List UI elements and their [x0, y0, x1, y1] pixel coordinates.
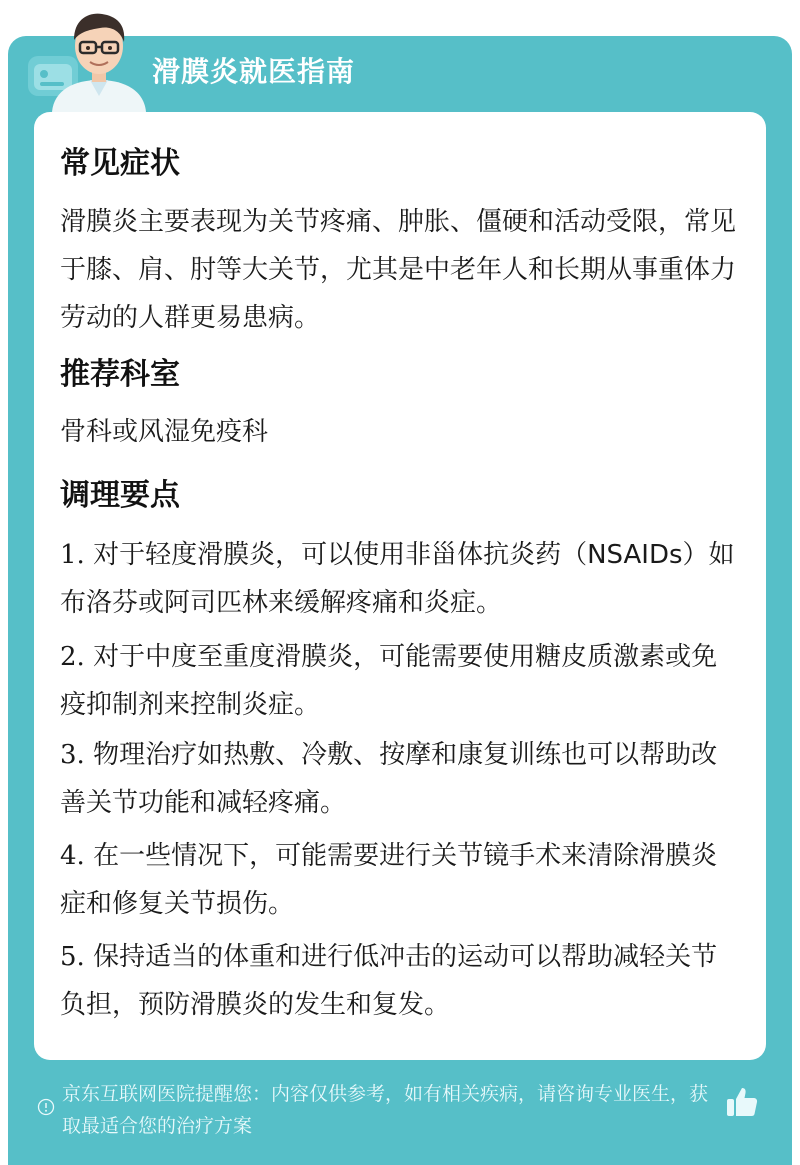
thumbs-up-icon[interactable] — [724, 1084, 760, 1120]
info-icon — [37, 1098, 55, 1116]
footer-disclaimer: 京东互联网医院提醒您：内容仅供参考，如有相关疾病，请咨询专业医生，获取最适合您的治疗方案 — [62, 1083, 709, 1137]
department-heading: 推荐科室 — [60, 357, 180, 392]
care-item-number: 1. — [60, 540, 85, 570]
care-item-text: 物理治疗如热敷、冷敷、按摩和康复训练也可以帮助改善关节功能和减轻疼痛。 — [60, 740, 718, 818]
care-heading: 调理要点 — [60, 478, 180, 513]
symptoms-text: 滑膜炎主要表现为关节疼痛、肿胀、僵硬和活动受限，常见于膝、肩、肘等大关节，尤其是中老年人和长期从事重体力劳动的人群更易患病。 — [60, 207, 737, 333]
page-title: 滑膜炎就医指南 — [152, 55, 356, 88]
care-item — [60, 933, 736, 1029]
department-text: 骨科或风湿免疫科 — [60, 417, 269, 447]
care-item-text: 在一些情况下，可能需要进行关节镜手术来清除滑膜炎症和修复关节损伤。 — [60, 841, 718, 919]
symptoms-heading: 常见症状 — [60, 146, 180, 181]
doctor-avatar — [44, 4, 154, 112]
care-item-text: 保持适当的体重和进行低冲击的运动可以帮助减轻关节负担，预防滑膜炎的发生和复发。 — [60, 942, 718, 1020]
care-item-number: 4. — [60, 841, 85, 871]
care-item — [60, 531, 736, 627]
care-item — [60, 633, 736, 729]
care-item-text: 对于中度至重度滑膜炎，可能需要使用糖皮质激素或免疫抑制剂来控制炎症。 — [60, 642, 718, 720]
care-item — [60, 832, 736, 928]
care-item-number: 5. — [60, 942, 85, 972]
care-item-number: 2. — [60, 642, 85, 672]
care-item-text: 对于轻度滑膜炎，可以使用非甾体抗炎药（NSAIDs）如布洛芬或阿司匹林来缓解疼痛和炎症。 — [60, 540, 735, 618]
care-item-number: 3. — [60, 740, 85, 770]
care-item — [60, 731, 736, 827]
